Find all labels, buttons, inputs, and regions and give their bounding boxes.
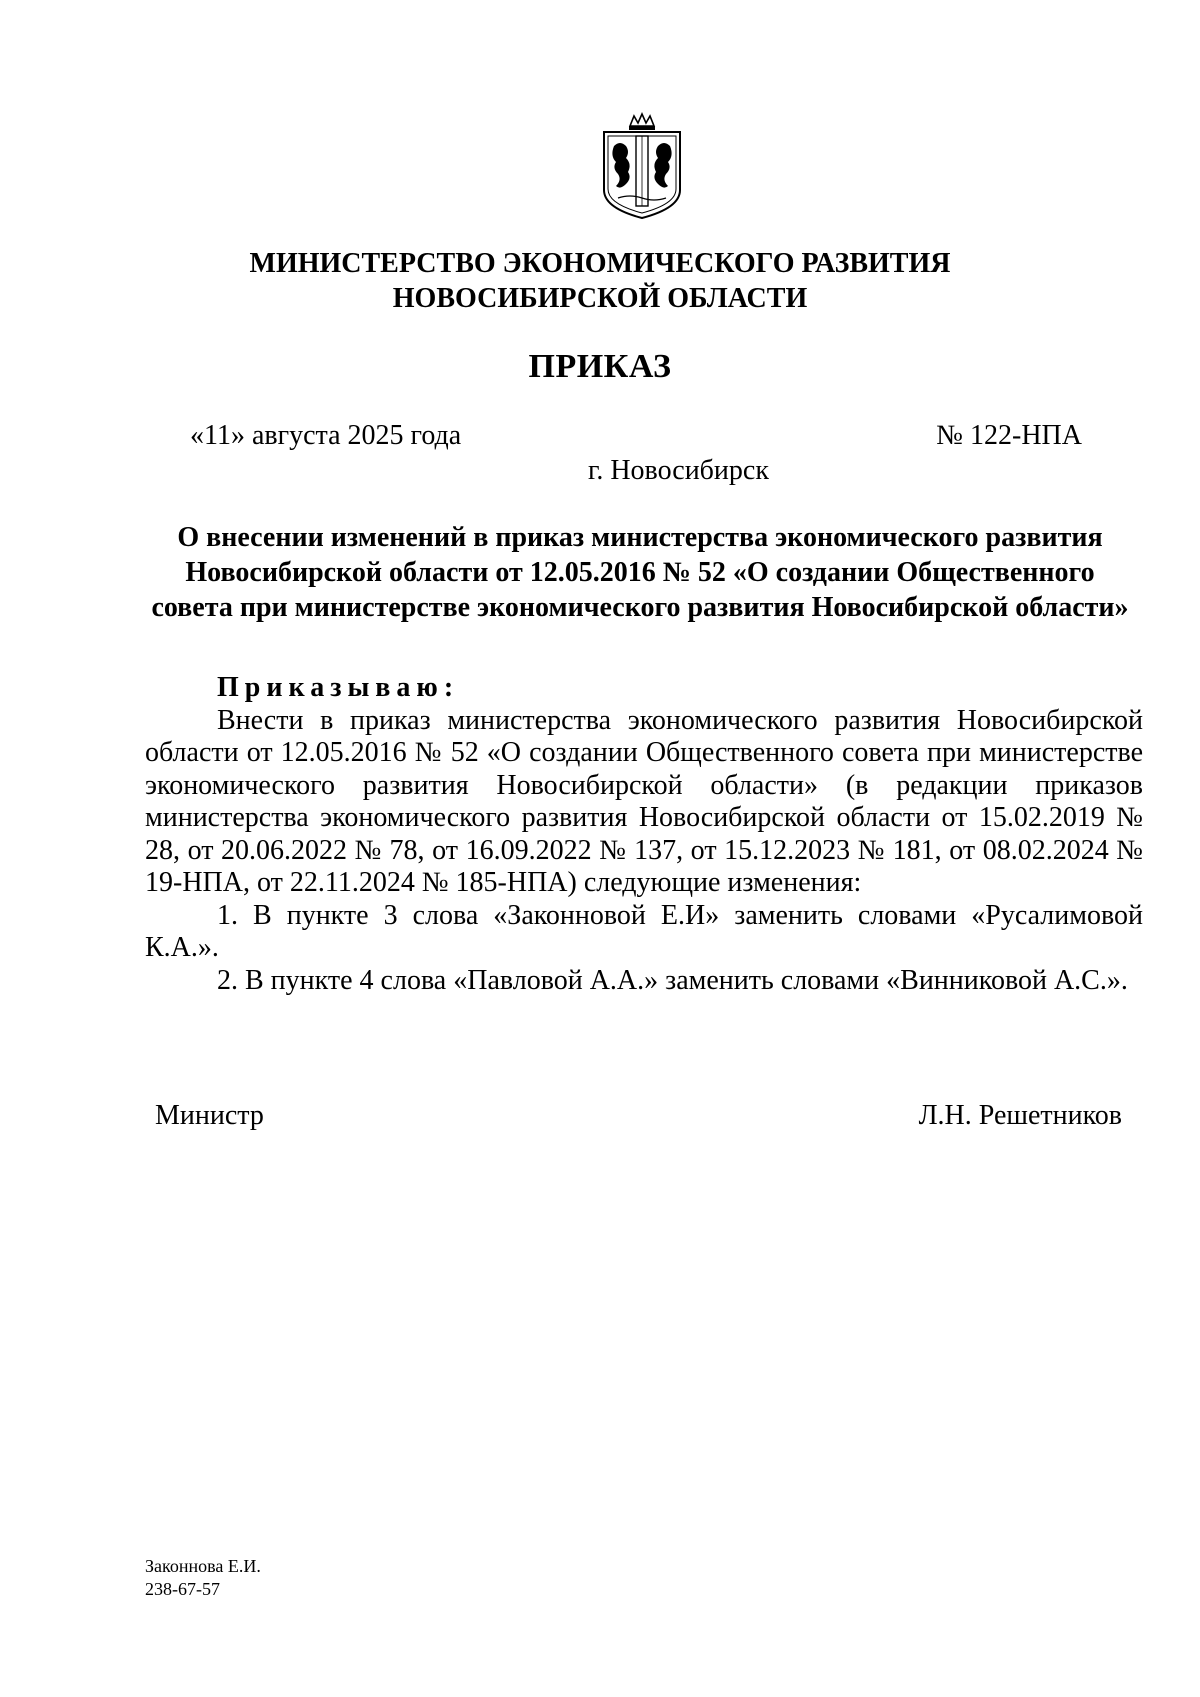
title-line-2: Новосибирской области от 12.05.2016 № 52 «О создании Общественного	[185, 557, 1095, 588]
organization-line-2: НОВОСИБИРСКОЙ ОБЛАСТИ	[392, 283, 808, 314]
executor-name: Законнова Е.И.	[145, 1556, 261, 1576]
document-city: г. Новосибирск	[588, 455, 769, 486]
executor-info	[145, 1555, 261, 1601]
document-number: № 122-НПА	[936, 420, 1082, 451]
signatory-name: Л.Н. Решетников	[918, 1100, 1122, 1131]
title-line-3: совета при министерстве экономического развития Новосибирской области»	[151, 592, 1129, 623]
signatory-position: Министр	[155, 1100, 264, 1131]
title-line-1: О внесении изменений в приказ министерства экономического развития	[177, 522, 1103, 553]
document-date: «11» августа 2025 года	[190, 420, 462, 451]
coat-of-arms-icon	[600, 112, 684, 222]
document-title	[140, 520, 1140, 625]
list-item: 1. В пункте 3 слова «Законновой Е.И» заменить словами «Русалимовой К.А.».	[145, 899, 1143, 963]
document-body	[145, 672, 1143, 997]
list-item: 2. В пункте 4 слова «Павловой А.А.» заменить словами «Винниковой А.С.».	[217, 964, 1128, 996]
intro-paragraph: Внести в приказ министерства экономического развития Новосибирской области от 12.05.2016 № 52 «О создании Общественного совета при министерстве экономического развития Новосибирской области» (в редакции приказов министерства экономического развития Новосибирской области от 15.02.2019 № 28, от 20.06.2022 № 78, от 16.09.2022 № 137, от 15.12.2023 № 181, от 08.02.2024 № 19-НПА, от 22.11.2024 № 185-НПА) следующие изменения:	[145, 704, 1143, 898]
executor-phone: 238-67-57	[145, 1579, 220, 1599]
organization-name	[0, 246, 1200, 316]
document-type: ПРИКАЗ	[528, 348, 672, 385]
organization-line-1: МИНИСТЕРСТВО ЭКОНОМИЧЕСКОГО РАЗВИТИЯ	[249, 248, 951, 279]
order-word: Приказываю:	[217, 672, 460, 703]
